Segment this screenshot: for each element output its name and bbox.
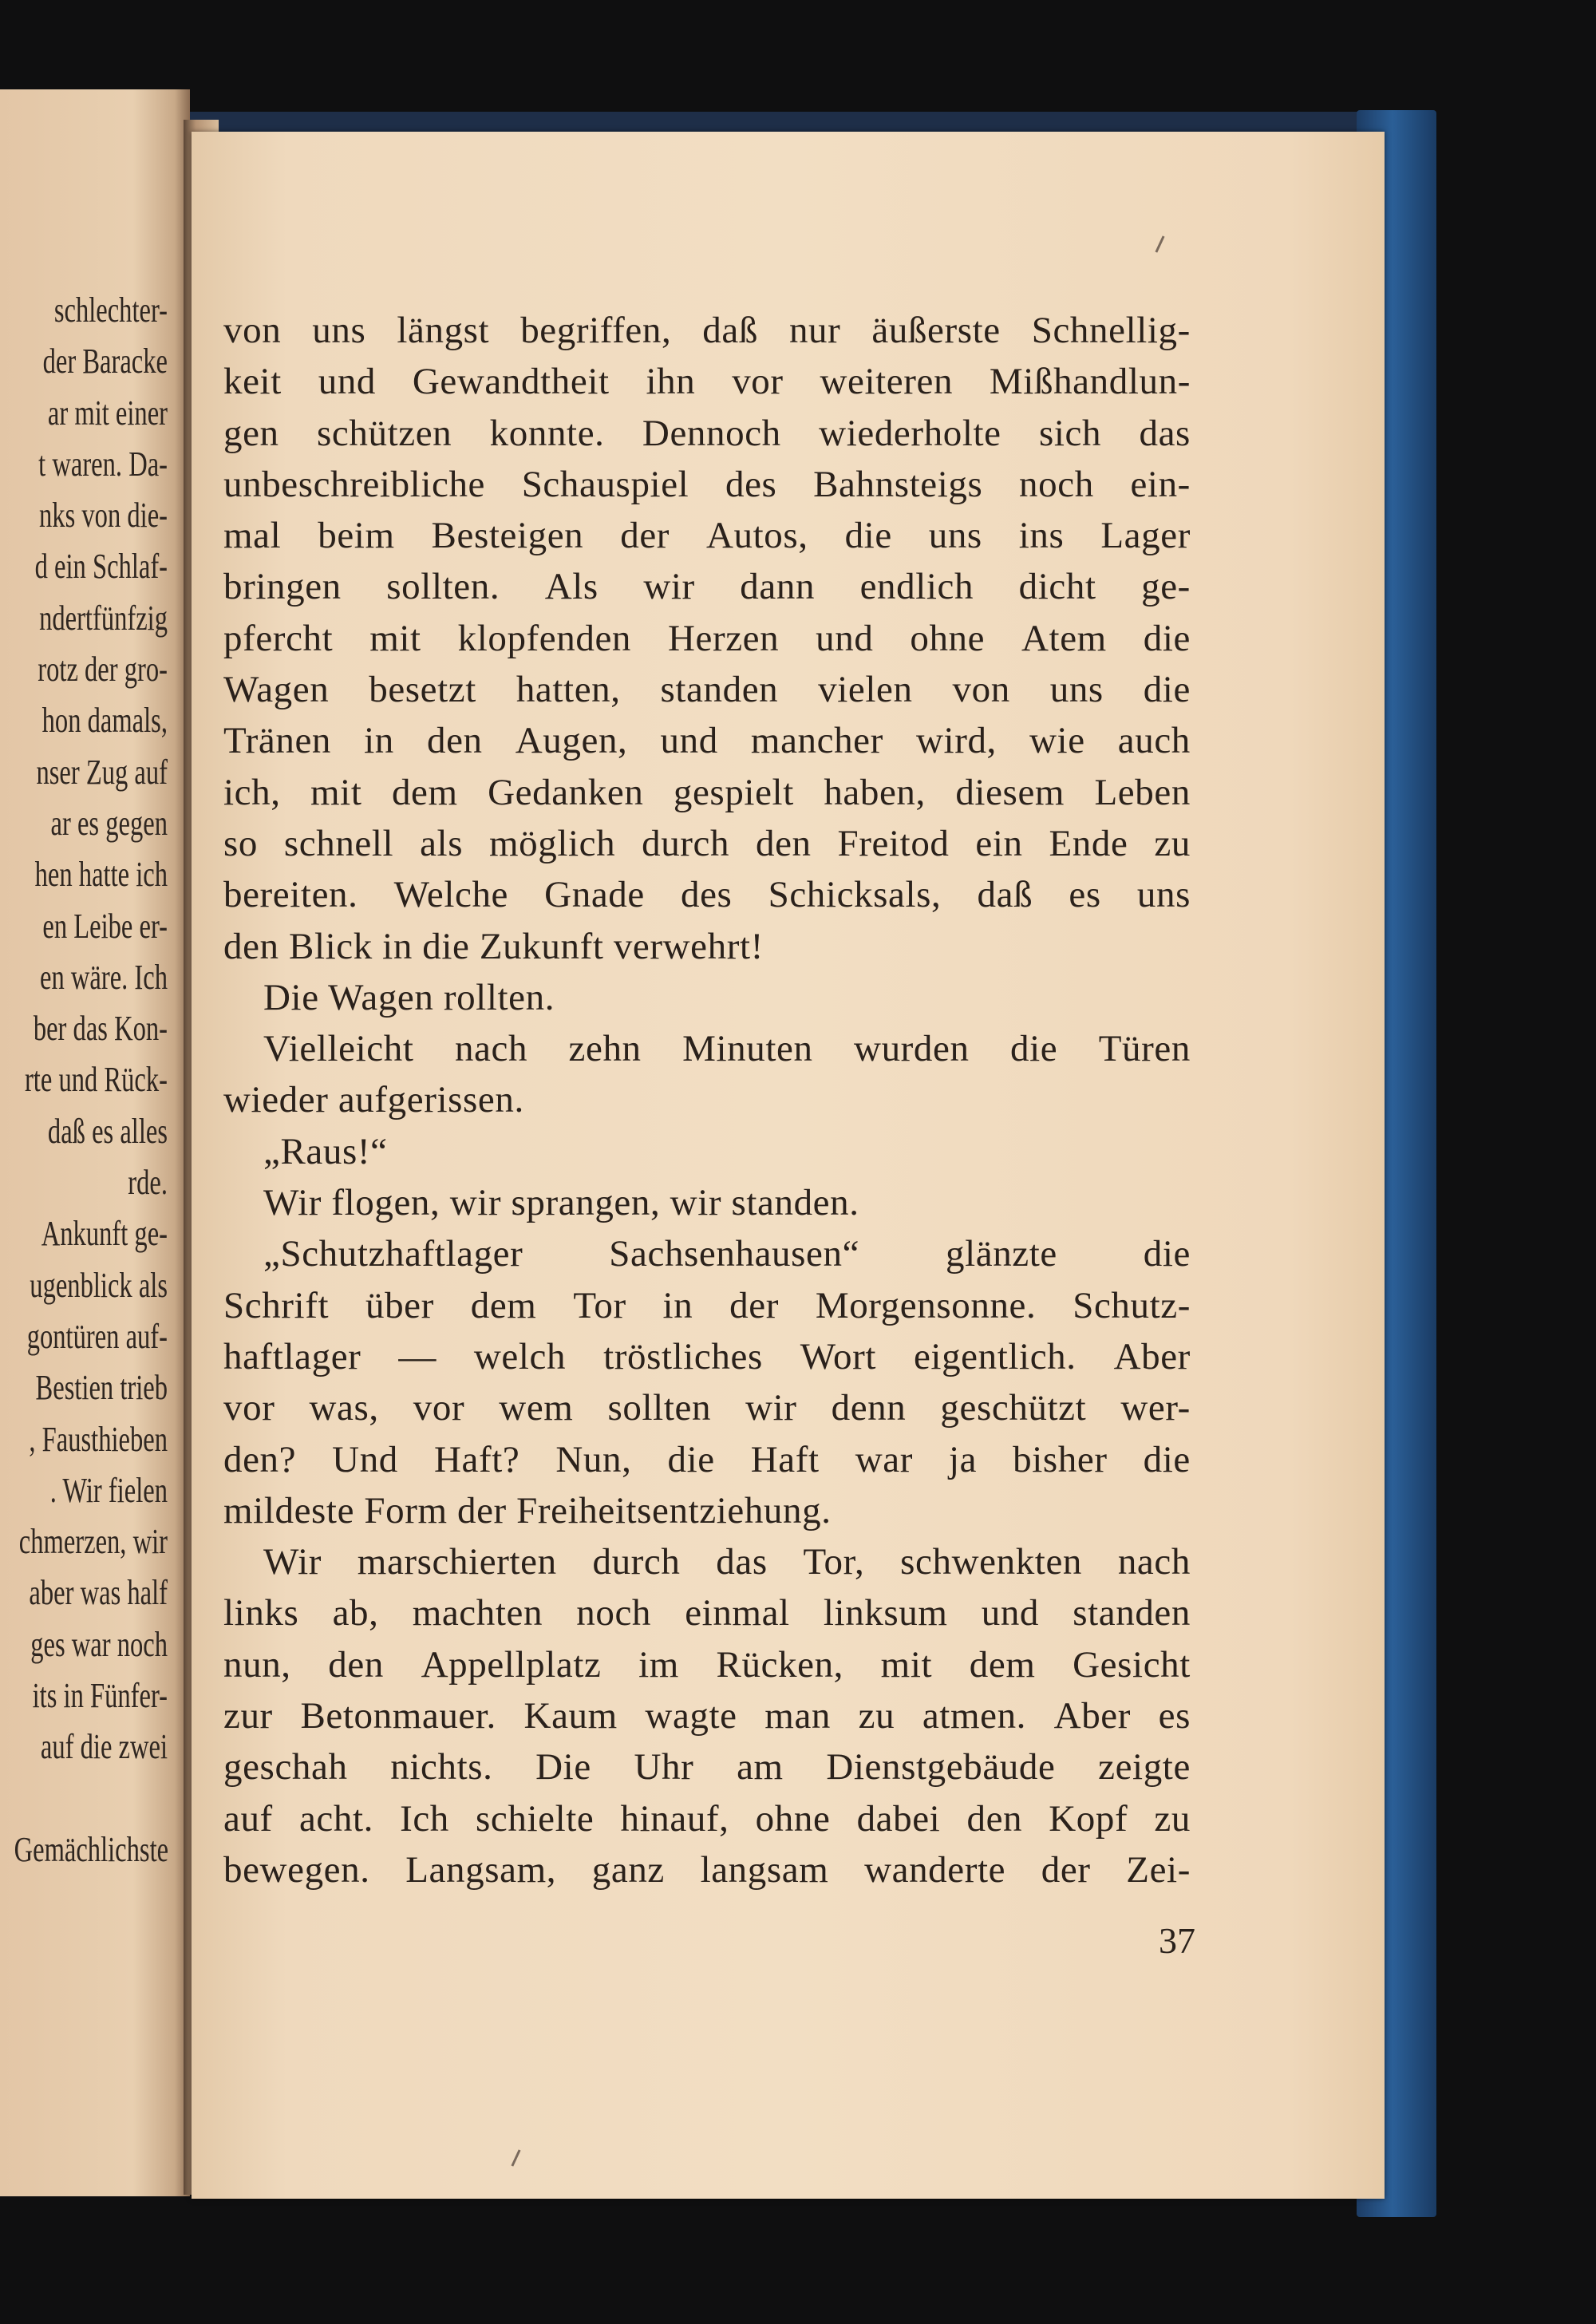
word: Lager — [1100, 515, 1191, 557]
word: Vielleicht — [263, 1028, 414, 1070]
left-page-text — [14, 285, 168, 1875]
word: glänzte — [945, 1233, 1057, 1275]
word: Schicksals, — [768, 874, 942, 916]
left-page-line: , Fausthieben — [29, 1419, 168, 1459]
text-line — [223, 459, 1191, 510]
word: der — [620, 515, 670, 557]
word: welch — [473, 1335, 567, 1377]
word: Zei- — [1126, 1848, 1191, 1891]
word: nur — [788, 310, 841, 351]
left-page-line: hon damals, — [41, 701, 168, 741]
word: Kaum — [523, 1695, 618, 1737]
word: ich, — [223, 771, 281, 813]
word: weiteren — [820, 361, 954, 403]
word: hatten, — [516, 669, 621, 711]
word: und — [660, 720, 718, 762]
word: standen — [660, 669, 779, 711]
word: in — [364, 720, 394, 762]
line-text: Die Wagen rollten. — [263, 976, 555, 1018]
word: schwenkten — [900, 1541, 1083, 1583]
word: Mißhandlun- — [989, 361, 1191, 403]
word: Sachsenhausen“ — [609, 1233, 860, 1275]
word: dem — [969, 1643, 1036, 1686]
word: uns — [1136, 874, 1191, 916]
word: die — [667, 1438, 715, 1480]
word: den — [426, 720, 483, 762]
word: haftlager — [223, 1335, 361, 1377]
text-line — [223, 305, 1191, 356]
word: Ende — [1049, 822, 1128, 864]
word: pfercht — [223, 617, 334, 659]
text-line — [223, 1434, 1191, 1485]
word: den — [756, 822, 812, 864]
word: im — [638, 1643, 679, 1686]
left-page-line: chmerzen, wir — [18, 1522, 168, 1562]
text-line — [223, 356, 1191, 407]
word: Dienstgebäude — [826, 1746, 1056, 1788]
word: Welche — [393, 874, 509, 916]
word: den? — [223, 1438, 297, 1480]
word: Türen — [1098, 1028, 1191, 1070]
word: Gewandtheit — [412, 361, 610, 403]
word: ins — [1018, 515, 1065, 557]
word: machten — [412, 1592, 543, 1634]
word: unbeschreibliche — [223, 463, 486, 505]
word: ein — [975, 822, 1023, 864]
word: Gesicht — [1073, 1643, 1191, 1686]
word: möglich — [488, 822, 616, 864]
word: zeigte — [1098, 1746, 1191, 1788]
left-page-line: Bestien trieb — [35, 1368, 168, 1408]
text-line — [223, 1126, 1191, 1177]
word: zu — [1154, 1797, 1191, 1840]
word: den — [966, 1797, 1023, 1840]
word: endlich — [859, 566, 974, 608]
text-line — [223, 767, 1191, 818]
line-text: mildeste Form der Freiheitsentziehung. — [223, 1489, 832, 1532]
word: vor — [223, 1387, 275, 1429]
text-line — [223, 664, 1191, 715]
word: Nun, — [555, 1438, 632, 1480]
text-line — [223, 1228, 1191, 1279]
word: konnte. — [489, 412, 605, 454]
line-text: den Blick in die Zukunft verwehrt! — [223, 925, 764, 967]
word: ab, — [332, 1592, 379, 1634]
word: — — [398, 1335, 437, 1377]
left-page-line: ar mit einer — [47, 393, 168, 433]
word: am — [737, 1746, 784, 1788]
word: auch — [1117, 720, 1191, 762]
word: nichts. — [390, 1746, 493, 1788]
word: vielen — [818, 669, 913, 711]
left-page-line: Gemächlichste — [14, 1829, 169, 1869]
word: vor — [413, 1387, 465, 1429]
word: Haft — [750, 1438, 820, 1480]
word: Haft? — [433, 1438, 520, 1480]
word: Tor — [573, 1284, 626, 1326]
word: Langsam, — [405, 1848, 557, 1891]
text-line — [223, 1331, 1191, 1382]
left-page-line: rte und Rück- — [24, 1060, 168, 1100]
word: die — [1143, 1233, 1191, 1275]
word: Schutz- — [1073, 1284, 1191, 1326]
word: den — [328, 1643, 384, 1686]
word: mit — [880, 1643, 933, 1686]
left-page-line: schlechter- — [53, 290, 168, 330]
word: Herzen — [667, 617, 780, 659]
left-page-line: hen hatte ich — [34, 855, 168, 895]
word: langsam — [700, 1848, 829, 1891]
word: ganz — [591, 1848, 665, 1891]
word: ein- — [1130, 463, 1191, 505]
word: Rücken, — [716, 1643, 844, 1686]
left-page-line: ber das Kon- — [33, 1009, 168, 1049]
word: gen — [223, 412, 279, 454]
word: Und — [332, 1438, 398, 1480]
left-page-line: ugenblick als — [30, 1265, 168, 1305]
word: daß — [702, 310, 758, 351]
word: es — [1158, 1695, 1191, 1737]
word: noch — [1019, 463, 1094, 505]
word: wagte — [645, 1695, 737, 1737]
word: Schrift — [223, 1284, 330, 1326]
text-line — [223, 1485, 1191, 1536]
text-line — [223, 1793, 1191, 1844]
word: von — [952, 669, 1010, 711]
word: Schnellig- — [1031, 310, 1191, 351]
word: marschierten — [357, 1541, 557, 1583]
left-page-line: Ankunft ge- — [41, 1214, 168, 1254]
text-line — [223, 1741, 1191, 1792]
word: mal — [223, 515, 282, 557]
left-page — [0, 89, 190, 2196]
word: und — [981, 1592, 1040, 1634]
word: beim — [318, 515, 395, 557]
text-line — [223, 1023, 1191, 1074]
left-page-line — [14, 1773, 168, 1824]
word: uns — [1049, 669, 1104, 711]
word: bringen — [223, 566, 342, 608]
left-page-line: en wäre. Ich — [40, 957, 168, 997]
word: Wort — [800, 1335, 877, 1377]
word: Wagen — [223, 669, 330, 711]
word: die — [1010, 1028, 1058, 1070]
word: Die — [535, 1746, 591, 1788]
word: schützen — [317, 412, 452, 454]
word: äußerste — [871, 310, 1001, 351]
word: das — [1139, 412, 1191, 454]
word: gespielt — [673, 771, 794, 813]
word: nun, — [223, 1643, 291, 1686]
text-line — [223, 869, 1191, 920]
word: des — [725, 463, 777, 505]
page-number: 37 — [1159, 1920, 1195, 1961]
word: schnell — [283, 822, 394, 864]
word: bereiten. — [223, 874, 358, 916]
left-page-line: t waren. Da- — [38, 444, 168, 484]
word: das — [716, 1541, 768, 1583]
word: Kopf — [1049, 1797, 1128, 1840]
word: des — [681, 874, 733, 916]
word: durch — [592, 1541, 681, 1583]
left-page-line: nks von die- — [39, 496, 168, 536]
text-line — [223, 613, 1191, 664]
text-line — [223, 1382, 1191, 1433]
word: und — [318, 361, 377, 403]
word: wurden — [854, 1028, 970, 1070]
word: sollten — [607, 1387, 712, 1429]
word: zu — [1154, 822, 1191, 864]
left-page-line: en Leibe er- — [42, 906, 168, 946]
word: wir — [643, 566, 695, 608]
left-page-line: d ein Schlaf- — [34, 547, 168, 587]
left-page-line: der Baracke — [42, 342, 168, 381]
text-line — [223, 1536, 1191, 1587]
word: wir — [745, 1387, 797, 1429]
left-page-line: daß es alles — [47, 1111, 168, 1151]
word: Autos, — [705, 515, 808, 557]
text-line — [223, 1074, 1191, 1125]
word: „Schutzhaftlager — [263, 1233, 523, 1275]
paper-speck — [511, 2149, 520, 2166]
word: denn — [831, 1387, 907, 1429]
word: Besteigen — [431, 515, 584, 557]
text-line — [223, 818, 1191, 869]
word: der — [1041, 1848, 1091, 1891]
word: zur — [223, 1695, 273, 1737]
word: Uhr — [634, 1746, 694, 1788]
left-page-line: rde. — [128, 1163, 168, 1203]
word: wie — [1029, 720, 1085, 762]
left-page-line: gontüren auf- — [26, 1316, 168, 1356]
word: standen — [1073, 1592, 1191, 1634]
word: in — [662, 1284, 693, 1326]
word: was, — [309, 1387, 379, 1429]
word: die — [1143, 669, 1191, 711]
text-line — [223, 1844, 1191, 1895]
word: nach — [454, 1028, 528, 1070]
word: Ich — [400, 1797, 449, 1840]
text-line — [223, 408, 1191, 459]
line-text: wieder aufgerissen. — [223, 1079, 524, 1121]
word: Als — [544, 566, 598, 608]
text-line — [223, 1177, 1191, 1228]
left-page-line: rotz der gro- — [38, 650, 168, 690]
word: dicht — [1018, 566, 1096, 608]
word: Augen, — [515, 720, 628, 762]
word: Atem — [1021, 617, 1107, 659]
word: wird, — [916, 720, 997, 762]
word: uns — [928, 515, 982, 557]
word: uns — [312, 310, 366, 351]
word: der — [729, 1284, 779, 1326]
text-line — [223, 1639, 1191, 1690]
word: einmal — [685, 1592, 790, 1634]
left-page-line: aber was half — [29, 1573, 168, 1613]
word: so — [223, 822, 258, 864]
word: dann — [740, 566, 816, 608]
word: Gedanken — [488, 771, 644, 813]
word: wiederholte — [819, 412, 1001, 454]
word: noch — [576, 1592, 652, 1634]
word: schielte — [476, 1797, 595, 1840]
word: links — [223, 1592, 299, 1634]
word: ge- — [1141, 566, 1191, 608]
left-page-line: ndertfünfzig — [39, 598, 168, 638]
word: wem — [499, 1387, 574, 1429]
word: ohne — [910, 617, 986, 659]
word: acht. — [298, 1797, 373, 1840]
word: als — [420, 822, 464, 864]
word: längst — [397, 310, 490, 351]
word: vor — [732, 361, 784, 403]
text-line — [223, 1280, 1191, 1331]
word: eigentlich. — [913, 1335, 1077, 1377]
text-line — [223, 715, 1191, 766]
word: mit — [310, 771, 362, 813]
word: ja — [948, 1438, 978, 1480]
word: nach — [1117, 1541, 1191, 1583]
word: Aber — [1053, 1695, 1132, 1737]
right-page — [192, 132, 1385, 2199]
word: Dennoch — [642, 412, 781, 454]
word: von — [223, 310, 282, 351]
paper-speck — [1155, 235, 1164, 252]
text-line — [223, 510, 1191, 561]
word: bisher — [1013, 1438, 1108, 1480]
word: Bahnsteigs — [813, 463, 983, 505]
word: besetzt — [369, 669, 476, 711]
word: mancher — [750, 720, 883, 762]
word: zehn — [568, 1028, 642, 1070]
word: auf — [223, 1797, 273, 1840]
word: tröstliches — [603, 1335, 763, 1377]
word: hinauf, — [620, 1797, 729, 1840]
word: Tränen — [223, 720, 332, 762]
word: man — [764, 1695, 832, 1737]
word: wer- — [1120, 1387, 1191, 1429]
word: daß — [977, 874, 1033, 916]
word: bewegen. — [223, 1848, 370, 1891]
left-page-line: ges war noch — [30, 1624, 168, 1664]
word: Leben — [1094, 771, 1191, 813]
left-page-line: auf die zwei — [40, 1727, 168, 1767]
line-text: Wir flogen, wir sprangen, wir standen. — [263, 1182, 859, 1224]
word: Tor, — [803, 1541, 865, 1583]
text-line — [223, 921, 1191, 972]
word: geschützt — [940, 1387, 1087, 1429]
text-line — [223, 972, 1191, 1023]
word: dem — [470, 1284, 537, 1326]
word: diesem — [955, 771, 1065, 813]
left-page-line: nser Zug auf — [36, 752, 168, 792]
word: dabei — [856, 1797, 941, 1840]
word: geschah — [223, 1746, 348, 1788]
text-line — [223, 561, 1191, 612]
word: sollten. — [386, 566, 500, 608]
page-body-text — [223, 305, 1191, 1895]
word: über — [365, 1284, 434, 1326]
word: Minuten — [682, 1028, 813, 1070]
word: war — [855, 1438, 913, 1480]
word: atmen. — [922, 1695, 1027, 1737]
word: Morgensonne. — [815, 1284, 1037, 1326]
word: ohne — [755, 1797, 831, 1840]
word: und — [816, 617, 874, 659]
word: sich — [1038, 412, 1102, 454]
left-page-line: . Wir fielen — [49, 1470, 168, 1510]
word: begriffen, — [520, 310, 672, 351]
word: ihn — [646, 361, 696, 403]
word: es — [1069, 874, 1101, 916]
word: durch — [642, 822, 730, 864]
word: die — [1143, 1438, 1191, 1480]
word: haben, — [824, 771, 926, 813]
word: die — [1143, 617, 1191, 659]
word: die — [844, 515, 892, 557]
word: linksum — [823, 1592, 948, 1634]
left-page-line: its in Fünfer- — [32, 1676, 168, 1716]
word: zu — [858, 1695, 895, 1737]
word: Freitod — [837, 822, 950, 864]
word: Appellplatz — [421, 1643, 602, 1686]
text-line — [223, 1587, 1191, 1638]
word: Wir — [263, 1541, 322, 1583]
word: wanderte — [864, 1848, 1006, 1891]
word: mit — [369, 617, 421, 659]
text-line — [223, 1690, 1191, 1741]
line-text: „Raus!“ — [263, 1130, 388, 1172]
word: keit — [223, 361, 282, 403]
word: Aber — [1113, 1335, 1191, 1377]
word: klopfenden — [457, 617, 632, 659]
word: Betonmauer. — [300, 1695, 496, 1737]
word: Schauspiel — [521, 463, 689, 505]
word: dem — [391, 771, 458, 813]
word: Gnade — [544, 874, 645, 916]
left-page-line: ar es gegen — [50, 803, 168, 843]
